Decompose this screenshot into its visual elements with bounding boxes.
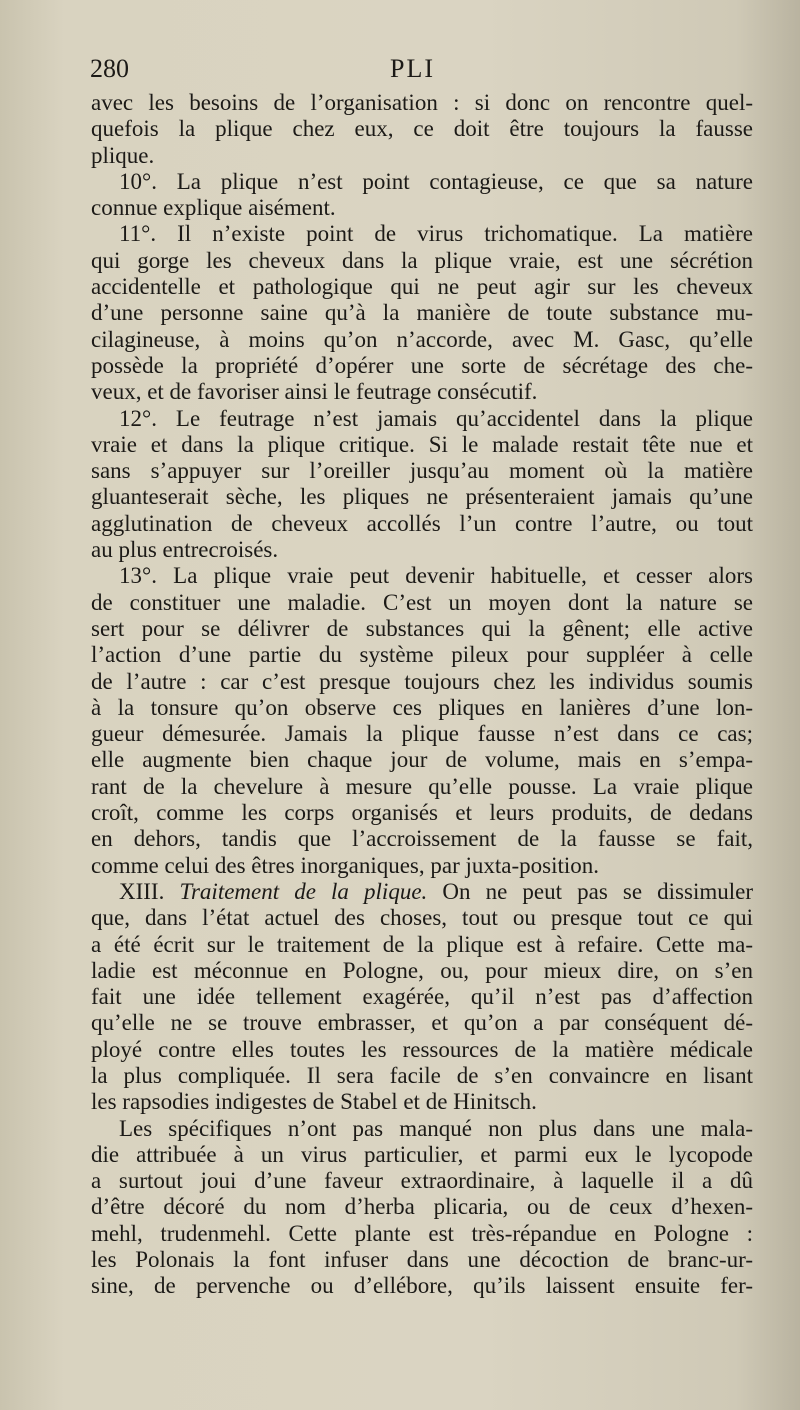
text-line: plique. xyxy=(91,142,155,168)
text-line: a été écrit sur le traitement de la plique est à refaire. Cette ma- xyxy=(91,931,753,957)
text-line: comme celui des êtres inorganiques, par juxta-position. xyxy=(91,852,599,878)
text-line: cilagineuse, à moins qu’on n’accorde, avec M. Gasc, qu’elle xyxy=(91,326,753,352)
text-line: que, dans l’état actuel des choses, tout ou presque tout ce qui xyxy=(91,905,753,931)
text-line: 13°. La plique vraie peut devenir habituelle, et cesser alors xyxy=(119,563,753,589)
text-line: 11°. Il n’existe point de virus trichomatique. La matière xyxy=(119,221,753,247)
text-line: Les spécifiques n’ont pas manqué non plus dans une mala- xyxy=(119,1115,753,1141)
text-line: avec les besoins de l’organisation : si donc on rencontre quel- xyxy=(91,90,753,115)
text-line: rant de la chevelure à mesure qu’elle pousse. La vraie plique xyxy=(91,773,753,799)
text-line: croît, comme les corps organisés et leurs produits, de dedans xyxy=(91,800,753,826)
text-line: les rapsodies indigestes de Stabel et de Hinitsch. xyxy=(91,1089,537,1115)
text-line: quefois la plique chez eux, ce doit être toujours la fausse xyxy=(91,116,753,142)
text-line: sert pour se délivrer de substances qui la gênent; elle active xyxy=(91,615,753,641)
text-line: 10°. La plique n’est point contagieuse, ce que sa nature xyxy=(119,168,753,194)
text-line: vraie et dans la plique critique. Si le malade restait tête nue et xyxy=(91,431,753,457)
text-line: de l’autre : car c’est presque toujours chez les individus soumis xyxy=(91,668,753,694)
text-line: elle augmente bien chaque jour de volume, mais en s’empa- xyxy=(91,747,753,773)
text-line: veux, et de favoriser ainsi le feutrage consécutif. xyxy=(91,379,538,405)
text-line: d’une personne saine qu’à la manière de toute substance mu- xyxy=(91,300,753,326)
page-header xyxy=(90,54,752,88)
text-line: XIII. Traitement de la plique. On ne peut pas se dissimuler xyxy=(119,878,753,904)
text-line: gueur démesurée. Jamais la plique fausse n’est dans ce cas; xyxy=(91,721,753,747)
text-line: connue explique aisément. xyxy=(91,195,336,221)
text-line: accidentelle et pathologique qui ne peut agir sur les cheveux xyxy=(91,274,753,300)
text-line: l’action d’une partie du système pileux pour suppléer à celle xyxy=(91,642,753,668)
text-line: sans s’appuyer sur l’oreiller jusqu’au moment où la matière xyxy=(91,458,753,484)
text-line: sine, de pervenche ou d’ellébore, qu’ils laissent ensuite fer- xyxy=(91,1273,753,1299)
text-line: agglutination de cheveux accollés l’un contre l’autre, ou tout xyxy=(91,510,753,536)
text-line: gluanteserait sèche, les pliques ne présenteraient jamais qu’une xyxy=(91,484,753,510)
text-line: la plus compliquée. Il sera facile de s’en convaincre en lisant xyxy=(91,1062,753,1088)
text-line: qui gorge les cheveux dans la plique vraie, est une sécrétion xyxy=(91,247,753,273)
text-line: à la tonsure qu’on observe ces pliques en lanières d’une lon- xyxy=(91,694,753,720)
text-line: a surtout joui d’une faveur extraordinaire, à laquelle il a dû xyxy=(91,1168,753,1194)
text-line: fait une idée tellement exagérée, qu’il n’est pas d’affection xyxy=(91,984,753,1010)
text-line: en dehors, tandis que l’accroissement de la fausse se fait, xyxy=(91,826,753,852)
text-line: qu’elle ne se trouve embrasser, et qu’on a par conséquent dé- xyxy=(91,1010,753,1036)
text-line: d’être décoré du nom d’herba plicaria, ou de ceux d’hexen- xyxy=(91,1194,753,1220)
text-line: possède la propriété d’opérer une sorte de sécrétage des che- xyxy=(91,352,753,378)
text-line: mehl, trudenmehl. Cette plante est très-répandue en Pologne : xyxy=(91,1220,753,1246)
text-line: de constituer une maladie. C’est un moyen dont la nature se xyxy=(91,589,753,615)
section-title: Traitement de la plique. xyxy=(179,878,428,904)
body-text xyxy=(91,90,753,1300)
text-line: ladie est méconnue en Pologne, ou, pour mieux dire, on s’en xyxy=(91,957,753,983)
page-number: 280 xyxy=(90,54,129,83)
text-line: die attribuée à un virus particulier, et parmi eux le lycopode xyxy=(91,1141,753,1167)
text-line: les Polonais la font infuser dans une décoction de branc-ur- xyxy=(91,1247,753,1273)
text-line: ployé contre elles toutes les ressources de la matière médicale xyxy=(91,1036,753,1062)
text-line: au plus entrecroisés. xyxy=(91,537,279,563)
text-line: 12°. Le feutrage n’est jamais qu’accidentel dans la plique xyxy=(119,405,753,431)
running-head: PLI xyxy=(390,54,435,83)
